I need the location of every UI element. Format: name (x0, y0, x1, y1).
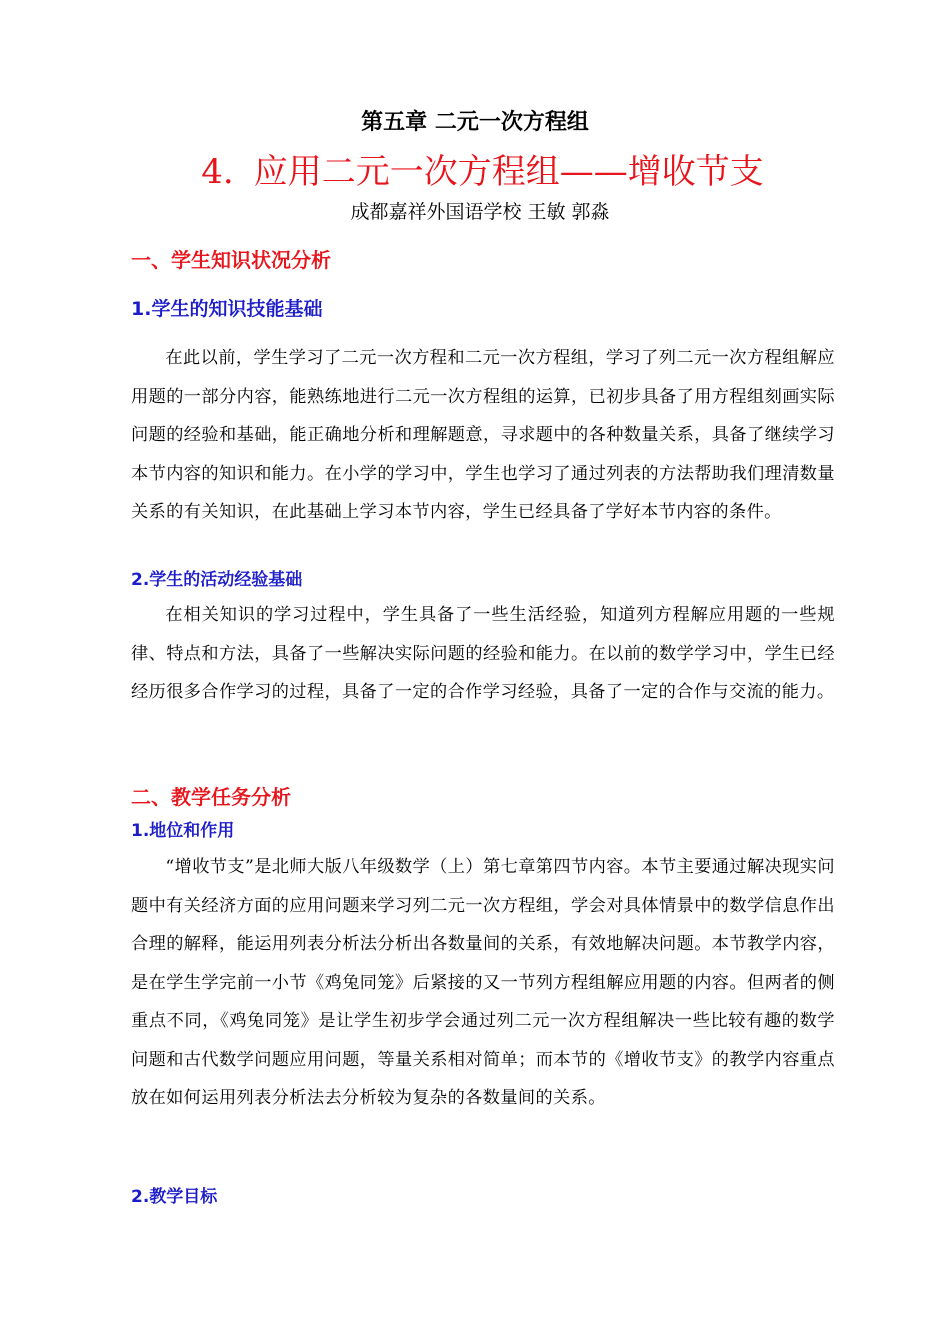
subsection-heading-knowledge-basis: 1.学生的知识技能基础 (131, 298, 323, 320)
lesson-title-text: 应用二元一次方程组——增收节支 (253, 152, 764, 192)
section-heading-student-analysis: 一、学生知识状况分析 (131, 248, 331, 272)
lesson-number: 4. (201, 152, 234, 192)
authors-line: 成都嘉祥外国语学校 王敏 郭淼 (350, 201, 610, 223)
paragraph-activity-experience: 在相关知识的学习过程中，学生具备了一些生活经验，知道列方程解应用题的一些规律、特点和方法，具备了一些解决实际问题的经验和能力。在以前的数学学习中，学生已经经历很多合作学习的过程，具备了一定的合作学习经验，具备了一定的合作与交流的能力。 (131, 605, 835, 702)
section-heading-task-analysis: 二、教学任务分析 (131, 785, 291, 809)
chapter-title: 第五章 二元一次方程组 (361, 110, 589, 135)
subsection-heading-activity-experience: 2.学生的活动经验基础 (131, 570, 303, 590)
subsection-heading-teaching-goals: 2.教学目标 (131, 1187, 218, 1207)
paragraph-knowledge-basis: 在此以前，学生学习了二元一次方程和二元一次方程组，学习了列二元一次方程组解应用题的一部分内容，能熟练地进行二元一次方程组的运算，已初步具备了用方程组刻画实际问题的经验和基础，能正确地分析和理解题意，寻求题中的各种数量关系，具备了继续学习本节内容的知识和能力。在小学的学习中，学生也学习了通过列表的方法帮助我们理清数量关系的有关知识，在此基础上学习本节内容，学生已经具备了学好本节内容的条件。 (131, 348, 835, 522)
lesson-title (0, 150, 950, 194)
subsection-heading-role: 1.地位和作用 (131, 821, 235, 841)
paragraph-role: “增收节支”是北师大版八年级数学（上）第七章第四节内容。本节主要通过解决现实问题中有关经济方面的应用问题来学习列二元一次方程组，学会对具体情景中的数学信息作出合理的解释，能运用列表分析法分析出各数量间的关系，有效地解决问题。本节教学内容，是在学生学完前一小节《鸡兔同笼》后紧接的又一节列方程组解应用题的内容。但两者的侧重点不同，《鸡兔同笼》是让学生初步学会通过列二元一次方程组解决一些比较有趣的数学问题和古代数学问题应用问题，等量关系相对简单；而本节的《增收节支》的教学内容重点放在如何运用列表分析法去分析较为复杂的各数量间的关系。 (131, 857, 835, 1108)
